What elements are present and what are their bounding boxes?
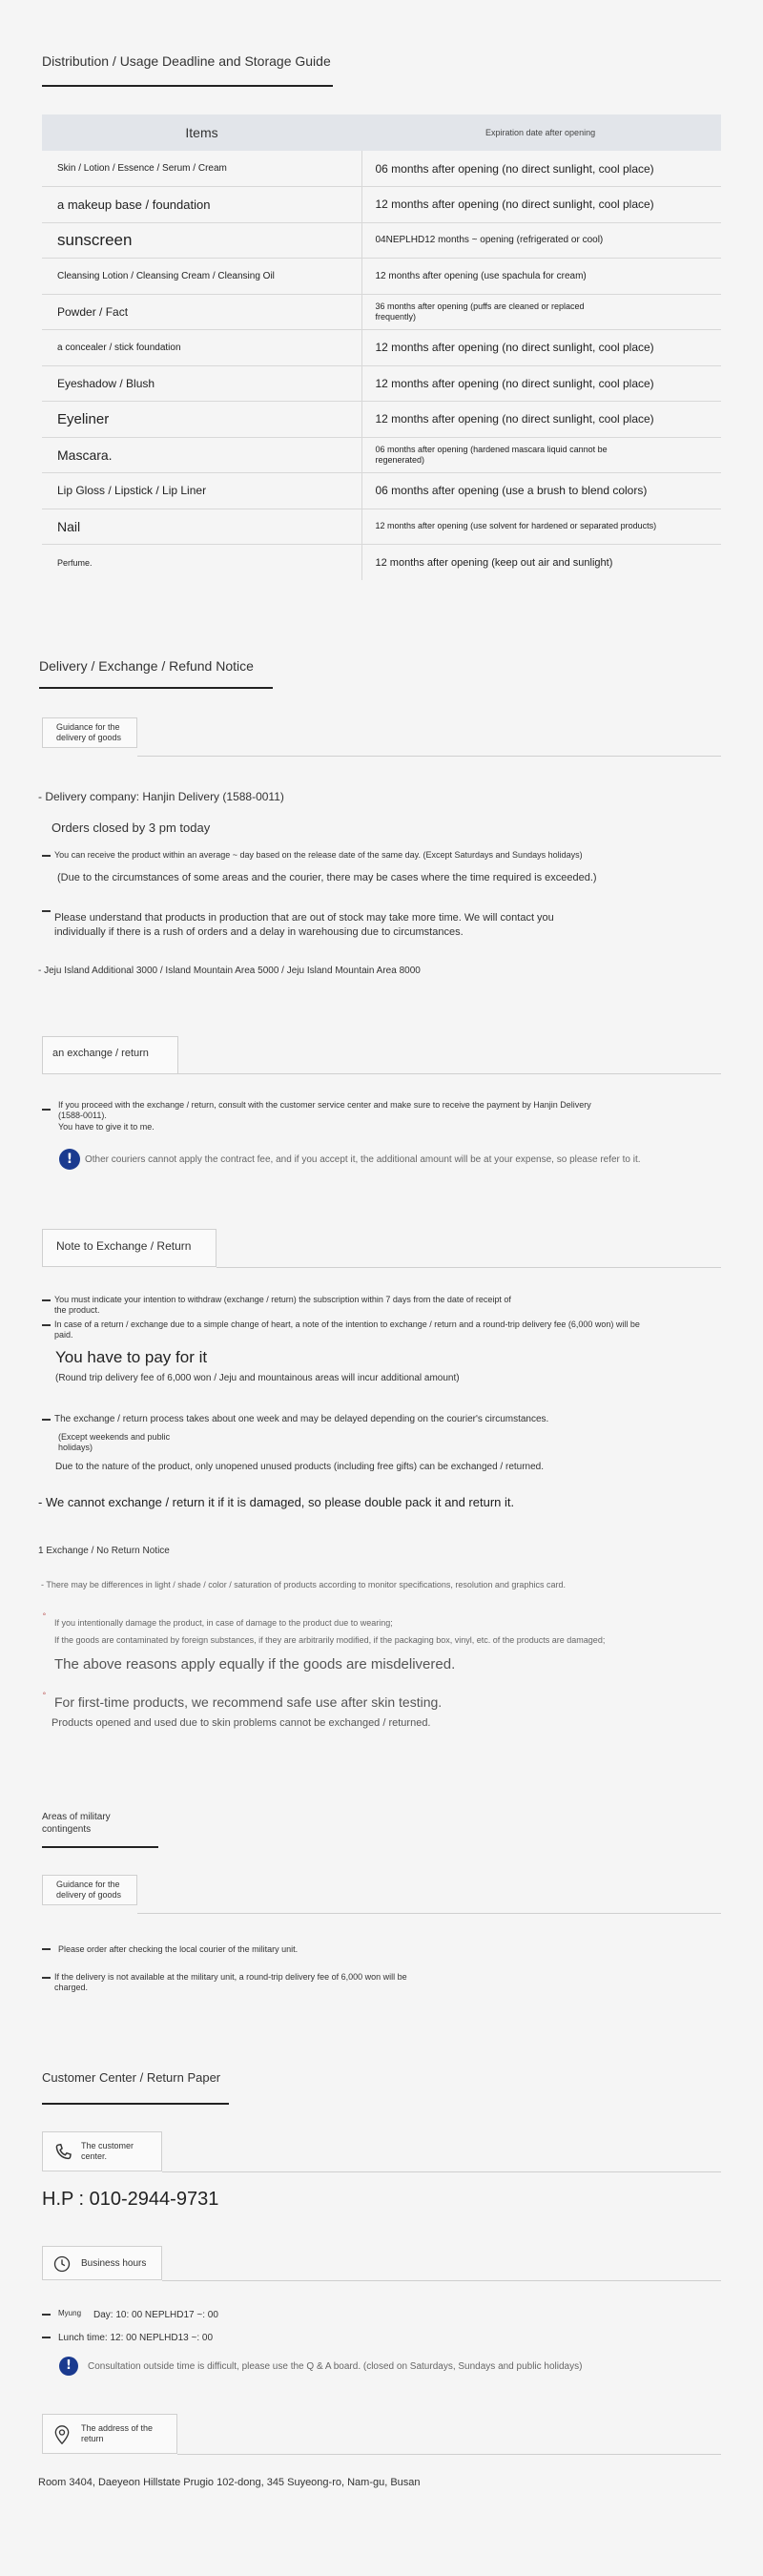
orders-closed: Orders closed by 3 pm today (52, 821, 211, 835)
table-row (42, 294, 721, 330)
table-row (42, 259, 721, 295)
jeju-line: - Jeju Island Additional 3000 / Island Mountain Area 5000 / Jeju Island Mountain Area 8000 (38, 966, 421, 976)
table-cell-expiry: 06 months after opening (no direct sunlight, cool place) (361, 151, 721, 187)
column-header-items: Items (42, 114, 361, 151)
table-row (42, 473, 721, 509)
exchange-proceed-line: If you proceed with the exchange / return, consult with the customer service center and make sure to receive the payment by Hanjin Delivery (1588-0011). (58, 1100, 591, 1120)
opened-line: Products opened and used due to skin problems cannot be exchanged / returned. (52, 1717, 431, 1729)
table-cell-expiry: 36 months after opening (puffs are cleaned or replaced frequently) (361, 294, 721, 330)
bullet-dash (42, 1948, 51, 1950)
other-couriers-line: Other couriers cannot apply the contract fee, and if you accept it, the additional amount will be at your expense, so please refer to it. (85, 1154, 641, 1165)
skintest-line: For first-time products, we recommend safe use after skin testing. (54, 1694, 443, 1710)
divider (177, 2454, 721, 2455)
military-title-underline (42, 1846, 158, 1848)
table-header-row (42, 114, 721, 151)
business-hours-text: Business hours (81, 2258, 147, 2269)
column-header-expiration-text: Expiration date after opening (485, 127, 596, 137)
divider (137, 756, 721, 757)
table-cell-expiry: 06 months after opening (hardened mascara liquid cannot be regenerated) (361, 437, 721, 473)
phone-number[interactable]: H.P : 010-2944-9731 (42, 2189, 219, 2210)
table-cell-expiry: 06 months after opening (use a brush to blend colors) (361, 473, 721, 509)
nature-line: Due to the nature of the product, only unopened unused products (including free gifts) can be exchanged / returned. (55, 1462, 545, 1472)
bullet-dash (42, 910, 51, 912)
table-cell-expiry: 12 months after opening (use solvent for hardened or separated products) (361, 509, 721, 545)
divider (217, 1267, 721, 1268)
storage-title-underline (42, 85, 333, 87)
differences-line: - There may be differences in light / shade / color / saturation of products according to monitor specifications, resolution and graphics card. (41, 1580, 566, 1589)
military-delivery-line: If the delivery is not available at the military unit, a round-trip delivery fee of 6,000 won will be charged. (54, 1972, 407, 1992)
table-row (42, 330, 721, 366)
table-cell-item: sunscreen (42, 222, 361, 259)
table-cell-item: Mascara. (42, 437, 361, 473)
exchange-label: an exchange / return (42, 1036, 178, 1074)
table-cell-expiry: 04NEPLHD12 months ~ opening (refrigerated or cool) (361, 222, 721, 259)
column-header-expiration (361, 114, 721, 151)
divider (137, 1913, 721, 1914)
delivery-title-underline (39, 687, 273, 689)
storage-title: Distribution / Usage Deadline and Storage Guide (42, 53, 331, 69)
table-cell-item: Nail (42, 509, 361, 545)
return-address-text: The address of the return (81, 2423, 154, 2443)
divider (162, 2280, 721, 2281)
change-line: In case of a return / exchange due to a simple change of heart, a note of the intention to exchange / return and a round-trip delivery fee (6,000 won) will be paid. (54, 1319, 640, 1340)
table-row (42, 402, 721, 438)
bullet-dash (42, 1977, 51, 1979)
day-hours: Day: 10: 00 NEPLHD17 ~: 00 (93, 2310, 218, 2320)
table-cell-expiry: 12 months after opening (no direct sunlight, cool place) (361, 330, 721, 366)
receive-line: You can receive the product within an average ~ day based on the release date of the same day. (Except Saturdays and Sundays holidays) (54, 850, 583, 860)
bullet-dash (42, 1299, 51, 1301)
military-title: Areas of military contingents (42, 1812, 111, 1835)
bullet-dash (42, 2314, 51, 2316)
table-cell-item: Perfume. (42, 545, 361, 581)
table-cell-item: Eyeliner (42, 402, 361, 438)
divider (162, 2171, 721, 2172)
damaged-line: - We cannot exchange / return it if it is damaged, so please double pack it and return it. (38, 1495, 515, 1509)
bullet-dash (42, 1324, 51, 1326)
table-cell-item: Cleansing Lotion / Cleansing Cream / Cleansing Oil (42, 259, 361, 295)
military-order-line: Please order after checking the local courier of the military unit. (58, 1944, 299, 1954)
divider (178, 1073, 721, 1074)
location-pin-icon (52, 2424, 72, 2445)
business-hours-label (42, 2246, 162, 2280)
table-cell-item: Eyeshadow / Blush (42, 365, 361, 402)
note-label: Note to Exchange / Return (42, 1229, 217, 1267)
hours-prefix: Myung (58, 2309, 82, 2317)
roundtrip-line: (Round trip delivery fee of 6,000 won / Jeju and mountainous areas will incur additional amount) (55, 1373, 460, 1383)
table-cell-expiry: 12 months after opening (no direct sunlight, cool place) (361, 187, 721, 223)
alert-icon: ! (59, 1149, 80, 1170)
misdelivered-line: The above reasons apply equally if the goods are misdelivered. (54, 1656, 456, 1672)
table-cell-item: a makeup base / foundation (42, 187, 361, 223)
return-address: Room 3404, Daeyeon Hillstate Prugio 102-dong, 345 Suyeong-ro, Nam-gu, Busan (38, 2477, 421, 2488)
delivery-guidance-label: Guidance for the delivery of goods (42, 717, 137, 748)
customer-center-text: The customer center. (81, 2141, 134, 2161)
damage-line: If you intentionally damage the product, in case of damage to the product due to wearing; (54, 1618, 393, 1628)
lunch-hours: Lunch time: 12: 00 NEPLHD13 ~: 00 (58, 2333, 214, 2343)
contaminated-line: If the goods are contaminated by foreign substances, if they are arbitrarily modified, if the packaging box, vinyl, etc. of the products are damaged; (54, 1635, 606, 1645)
table-row (42, 509, 721, 545)
process-line: The exchange / return process takes about one week and may be delayed depending on the courier's circumstances. (54, 1414, 549, 1424)
table-cell-expiry: 12 months after opening (keep out air and sunlight) (375, 556, 613, 569)
table-cell-item: Powder / Fact (42, 294, 361, 330)
table-row (42, 545, 721, 581)
military-guidance-label: Guidance for the delivery of goods (42, 1875, 137, 1905)
table-cell-expiry: 12 months after opening (use spachula for cream) (361, 259, 721, 295)
customer-title: Customer Center / Return Paper (42, 2070, 221, 2085)
bullet-dash (42, 2337, 51, 2338)
table-cell-item: Skin / Lotion / Essence / Serum / Cream (42, 151, 361, 187)
exchange-give-line: You have to give it to me. (58, 1122, 155, 1132)
table-row (42, 222, 721, 259)
bullet-mark: ˚ (43, 1613, 47, 1624)
table-cell-item: Lip Gloss / Lipstick / Lip Liner (42, 473, 361, 509)
delivery-title: Delivery / Exchange / Refund Notice (39, 658, 254, 674)
alert-icon: ! (59, 2357, 78, 2376)
table-row (42, 365, 721, 402)
withdraw-line: You must indicate your intention to withdraw (exchange / return) the subscription within 7 days from the date of receipt of the product. (54, 1295, 511, 1315)
phone-icon (52, 2142, 73, 2163)
customer-center-label (42, 2131, 162, 2171)
return-address-label (42, 2414, 177, 2454)
customer-title-underline (42, 2103, 229, 2105)
table-cell-item: a concealer / stick foundation (42, 330, 361, 366)
table-cell-expiry: 12 months after opening (no direct sunlight, cool place) (361, 402, 721, 438)
bullet-dash (42, 1419, 51, 1421)
stock-line: Please understand that products in production that are out of stock may take more time. We will contact you individually if there is a rush of orders and a delay in warehousing due to circumstances. (54, 912, 554, 938)
delivery-company: - Delivery company: Hanjin Delivery (1588-0011) (38, 790, 284, 803)
table-row (42, 437, 721, 473)
table-cell-expiry: 12 months after opening (no direct sunlight, cool place) (361, 365, 721, 402)
exceed-line: (Due to the circumstances of some areas and the courier, there may be cases where the time required is exceeded.) (57, 872, 597, 883)
storage-table (42, 114, 721, 580)
table-row (42, 187, 721, 223)
consult-line: Consultation outside time is difficult, please use the Q & A board. (closed on Saturdays, Sundays and public holidays) (88, 2361, 583, 2372)
bullet-dash (42, 1109, 51, 1111)
bullet-dash (42, 855, 51, 857)
table-row (42, 151, 721, 187)
weekends-line: (Except weekends and public holidays) (58, 1432, 171, 1452)
no-return-title: 1 Exchange / No Return Notice (38, 1546, 170, 1556)
bullet-mark: ˚ (43, 1693, 47, 1703)
clock-icon (52, 2254, 72, 2274)
pay-line: You have to pay for it (55, 1348, 208, 1366)
